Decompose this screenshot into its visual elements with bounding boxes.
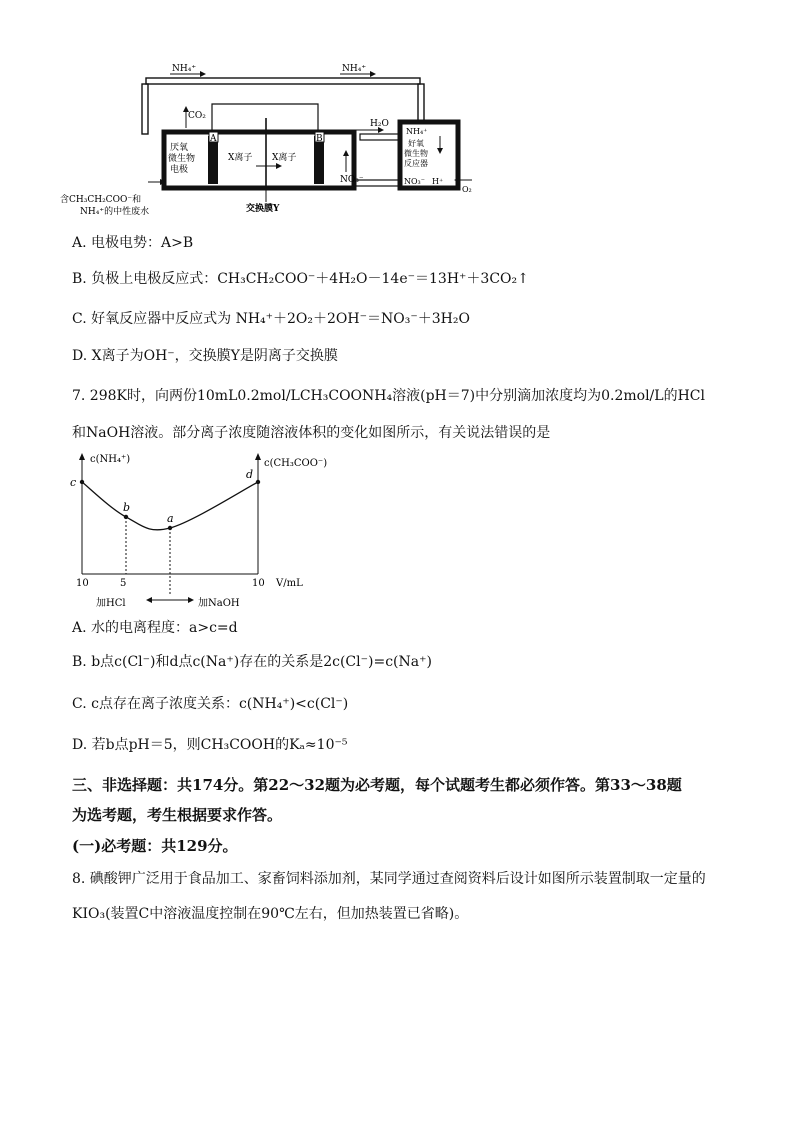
h-plus-label: H⁺ [432, 177, 444, 186]
left-axis-label: c(NH₄⁺) [90, 454, 131, 465]
cell-diagram [60, 60, 480, 220]
point-label-c: c [70, 476, 77, 489]
anaerobic-label-3: 电极 [170, 165, 189, 175]
point-label-b: b [123, 500, 131, 514]
wastewater-label-1: 含CH₃CH₂COO⁻和 [60, 195, 142, 205]
x-ion-right-label: X离子 [272, 153, 297, 163]
electrode-a-label: A [210, 134, 217, 144]
direction-arrow-right-head [188, 597, 194, 603]
aerobic-label-2: 微生物 [404, 149, 428, 158]
co2-label: CO₂ [188, 111, 206, 121]
anaerobic-label-2: 微生物 [168, 154, 196, 164]
q6-option-a: A. 电极电势：A>B [72, 235, 194, 251]
x-tick-label: 10 [76, 578, 89, 589]
h2o-label: H₂O [370, 119, 389, 129]
q7-option-c: C. c点存在离子浓度关系：c(NH₄⁺)<c(Cl⁻) [72, 696, 349, 712]
q8-stem-line-2: KIO₃(装置C中溶液温度控制在90℃左右，但加热装置已省略)。 [72, 906, 469, 922]
no3-mid-label: NO₃⁻ [340, 175, 364, 185]
membrane-label: 交换膜Y [246, 204, 280, 214]
left-direction-label: 加HCl [96, 598, 126, 609]
x-ion-left-label: X离子 [228, 153, 253, 163]
right-direction-label: 加NaOH [198, 598, 240, 609]
aerobic-nh4-label: NH₄⁺ [406, 127, 428, 136]
q7-option-b: B. b点c(Cl⁻)和d点c(Na⁺)存在的关系是2c(Cl⁻)=c(Na⁺) [72, 654, 432, 670]
q6-option-d: D. X离子为OH⁻，交换膜Y是阴离子交换膜 [72, 348, 338, 364]
nh4-top-left-label: NH₄⁺ [172, 64, 197, 74]
point-label-d: d [246, 468, 254, 481]
o2-label: O₂ [462, 185, 472, 194]
section3-required: (一)必考题：共129分。 [72, 837, 238, 855]
q7-stem-line-2: 和NaOH溶液。部分离子浓度随溶液体积的变化如图所示，有关说法错误的是 [72, 425, 551, 441]
point-d [256, 480, 260, 484]
nh4-top-right-label: NH₄⁺ [342, 64, 367, 74]
x-tick-label: 5 [120, 578, 127, 589]
q7-stem-line-1: 7. 298K时，向两份10mL0.2mol/LCH₃COONH₄溶液(pH＝7)中分别滴加浓度均为0.2mol/L的HCl [72, 388, 705, 404]
point-label-a: a [167, 512, 174, 525]
point-c [80, 480, 84, 484]
q7-option-a: A. 水的电离程度：a>c=d [72, 620, 238, 636]
q7-option-d: D. 若b点pH＝5，则CH₃COOH的Kₐ≈10⁻⁵ [72, 737, 348, 753]
wastewater-label-2: NH₄⁺的中性废水 [80, 207, 150, 217]
aerobic-label-1: 好氧 [408, 139, 424, 148]
section3-title-line-1: 三、非选择题：共174分。第22～32题为必考题，每个试题考生都必须作答。第33～38题 [72, 776, 682, 794]
aerobic-label-3: 反应器 [404, 159, 428, 168]
section3-title-line-2: 为选考题，考生根据要求作答。 [72, 806, 283, 824]
electrode-b-label: B [316, 134, 323, 144]
right-axis-label: c(CH₃COO⁻) [264, 458, 328, 469]
no3-bottom-label: NO₃⁻ [404, 177, 425, 186]
q8-stem-line-1: 8. 碘酸钾广泛用于食品加工、家畜饲料添加剂，某同学通过查阅资料后设计如图所示装置制取一定量的 [72, 871, 706, 887]
left-y-axis-arrow [79, 453, 85, 460]
right-y-axis-arrow [255, 453, 261, 460]
x-unit-label: V/mL [276, 578, 303, 589]
q6-option-b: B. 负极上电极反应式：CH₃CH₂COO⁻＋4H₂O－14e⁻＝13H⁺＋3CO₂↑ [72, 271, 529, 287]
direction-arrow-left-head [146, 597, 152, 603]
anaerobic-label-1: 厌氧 [170, 143, 189, 153]
x-tick-label: 10 [252, 578, 265, 589]
q6-option-c: C. 好氧反应器中反应式为 NH₄⁺＋2O₂＋2OH⁻＝NO₃⁻＋3H₂O [72, 311, 470, 327]
q7-chart [68, 446, 348, 614]
